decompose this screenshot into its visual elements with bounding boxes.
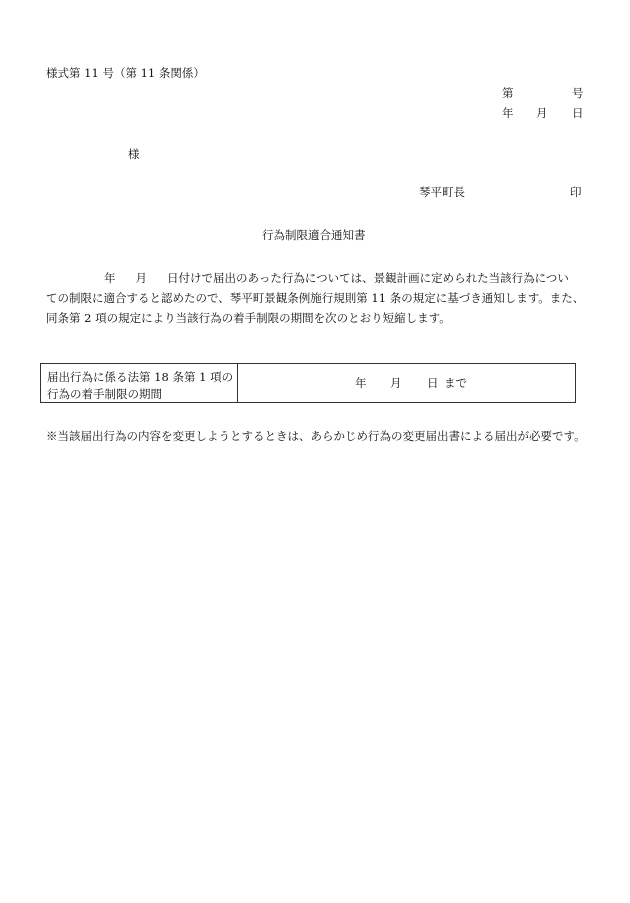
form-number: 様式第 11 号（第 11 条関係） (46, 66, 205, 80)
body-line-1 (46, 268, 591, 288)
body-line-3: 同条第 2 項の規定により当該行為の着手制限の期間を次のとおり短縮します。 (46, 311, 451, 325)
document-number-suffix: 号 (572, 86, 584, 100)
restriction-period-month: 月 (390, 376, 402, 390)
restriction-period-value (238, 364, 575, 402)
restriction-period-day: 日 (427, 376, 439, 390)
document-number-label: 第 (502, 86, 514, 100)
body-line-1-text: 日付けで届出のあった行為については、景観計画に定められた当該行為につい (167, 271, 569, 285)
issue-date-day: 日 (572, 106, 584, 120)
restriction-period-label (41, 364, 238, 402)
restriction-period-label-line-1: 届出行為に係る法第 18 条第 1 項の (47, 370, 234, 384)
issue-date-year: 年 (502, 106, 514, 120)
addressee-honorific: 様 (128, 147, 140, 161)
restriction-period-until: まで (444, 376, 467, 390)
footnote: ※当該届出行為の内容を変更しようとするときは、あらかじめ行為の変更届出書による届出が必要です。 (46, 429, 586, 443)
document-title: 行為制限適合通知書 (262, 228, 366, 242)
body-year: 年 (104, 271, 116, 285)
sender-title: 琴平町長 (419, 185, 465, 199)
body-line-2: ての制限に適合すると認めたので、琴平町景観条例施行規則第 11 条の規定に基づき通知します。また、 (46, 291, 585, 305)
body-paragraph (46, 268, 591, 328)
restriction-period-year: 年 (355, 376, 367, 390)
restriction-period-table (40, 363, 576, 403)
body-month: 月 (135, 271, 147, 285)
issue-date-month: 月 (536, 106, 548, 120)
seal-mark: 印 (570, 185, 582, 199)
restriction-period-label-line-2: 行為の着手制限の期間 (47, 387, 162, 401)
